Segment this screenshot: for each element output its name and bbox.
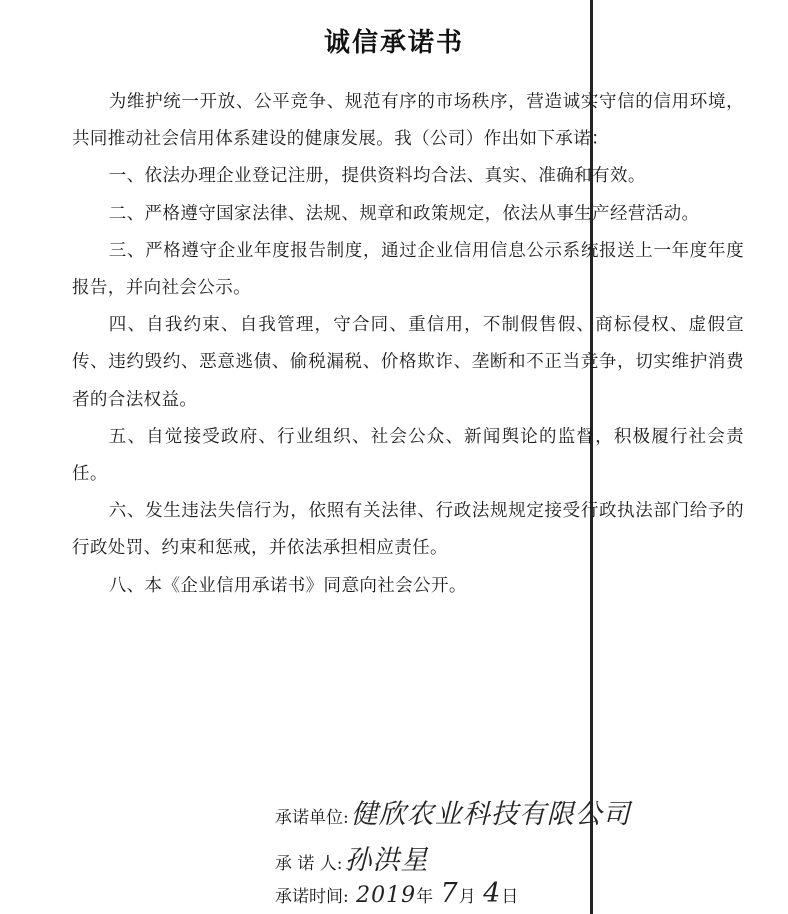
time-label: 承诺时间: bbox=[275, 887, 349, 907]
person-handwritten: 孙洪星 bbox=[344, 845, 429, 876]
paragraph-item-1: 一、依法办理企业登记注册，提供资料均合法、真实、准确和有效。 bbox=[108, 166, 646, 187]
paragraph-intro: 为维护统一开放、公平竞争、规范有序的市场秩序，营造诚实守信的信用环境，共同推动社会信用体系建设的健康发展。我（公司）作出如下承诺： bbox=[72, 92, 744, 150]
paragraph-item-8: 八、本《企业信用承诺书》同意向社会公开。 bbox=[108, 575, 467, 596]
month-handwritten: 7 bbox=[440, 878, 459, 909]
year-suffix: 年 bbox=[416, 887, 434, 907]
signature-unit-row bbox=[275, 792, 631, 831]
unit-label: 承诺单位: bbox=[275, 808, 349, 828]
day-handwritten: 4 bbox=[483, 878, 502, 909]
signature-time-row bbox=[275, 878, 518, 909]
document-body bbox=[72, 84, 744, 605]
document-title: 诚信承诺书 bbox=[323, 28, 464, 58]
signature-person-row bbox=[275, 838, 429, 877]
paragraph-item-2: 二、严格遵守国家法律、法规、规章和政策规定，依法从事生产经营活动。 bbox=[108, 203, 700, 224]
unit-handwritten: 健欣农业科技有限公司 bbox=[350, 799, 631, 830]
paragraph-item-5: 五、自觉接受政府、行业组织、社会公众、新闻舆论的监督，积极履行社会责任。 bbox=[72, 426, 744, 485]
paragraph-item-6: 六、发生违法失信行为，依照有关法律、行政法规规定接受行政执法部门给予的行政处罚、约束和惩戒，并依法承担相应责任。 bbox=[72, 501, 744, 559]
paragraph-item-3: 三、严格遵守企业年度报告制度，通过企业信用信息公示系统报送上一年度年度报告，并向社会公示。 bbox=[72, 240, 744, 299]
day-suffix: 日 bbox=[501, 887, 519, 907]
paragraph-item-4: 四、自我约束、自我管理，守合同、重信用，不制假售假、商标侵权、虚假宣传、违约毁约、恶意逃债、偷税漏税、价格欺诈、垄断和不正当竞争，切实维护消费者的合法权益。 bbox=[72, 315, 744, 410]
person-label: 承 诺 人: bbox=[275, 854, 343, 874]
month-suffix: 月 bbox=[458, 887, 476, 907]
year-handwritten: 2019 bbox=[356, 883, 417, 908]
